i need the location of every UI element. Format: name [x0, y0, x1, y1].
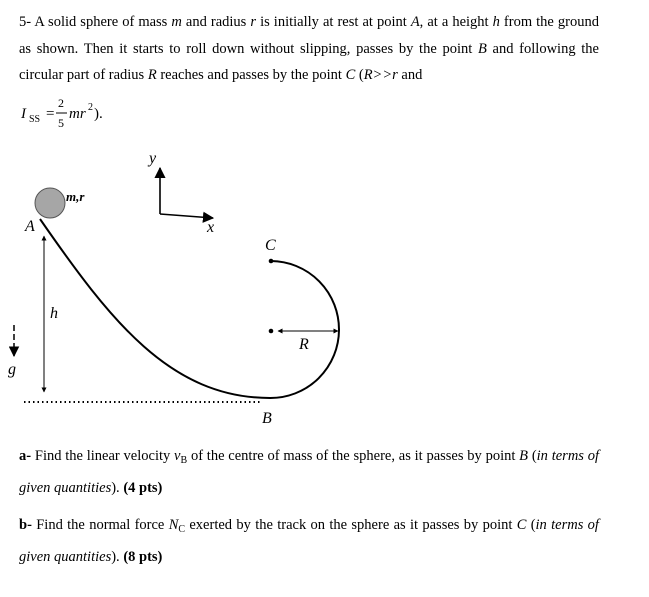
- formula-numerator: 2: [58, 96, 64, 110]
- formula-equals: =: [46, 106, 55, 122]
- radius-label: R: [299, 336, 309, 353]
- formula-tail: ).: [94, 106, 103, 122]
- point-c-dot: [269, 259, 274, 264]
- problem-number: 5-: [19, 14, 32, 30]
- question-b-label: b-: [19, 517, 32, 533]
- sphere-label: m,r: [66, 189, 85, 204]
- point-c-label: C: [265, 237, 276, 254]
- circle-center-dot: [269, 329, 274, 334]
- x-axis-label: x: [207, 219, 215, 236]
- question-b-points: (8 pts): [123, 548, 163, 565]
- inclined-track: [40, 219, 270, 398]
- formula-exponent: 2: [88, 102, 93, 113]
- x-axis-arrow: [160, 214, 213, 218]
- height-label: h: [50, 305, 58, 322]
- problem-statement: 5- A solid sphere of mass m and radius r is initially at rest at point A, at a height h from the ground as shown. Then it starts to roll down without slipping, passes by the point B and following the circular part of radius R reaches and passes by the point C (R>>r and: [19, 14, 599, 83]
- sphere: [35, 188, 65, 218]
- question-a: a- Find the linear velocity $v_B$ of the centre of mass of the sphere, as it passes by point B (in terms of given quantities). (4 pts): [19, 448, 600, 496]
- formula-denominator: 5: [58, 116, 64, 130]
- formula-rhs: mr: [69, 106, 86, 122]
- formula-lhs: I: [21, 106, 26, 122]
- point-b-label: B: [262, 410, 272, 427]
- question-b: b- Find the normal force $N_C$ exerted by the track on the sphere as it passes by point C (in terms of given quantities). (8 pts): [19, 517, 599, 565]
- point-a-label: A: [25, 218, 35, 235]
- formula-lhs-sub: SS: [29, 114, 41, 125]
- circular-track: [270, 261, 339, 398]
- question-a-label: a-: [19, 448, 32, 464]
- gravity-label: g: [8, 361, 16, 378]
- question-a-points: (4 pts): [123, 479, 163, 496]
- y-axis-label: y: [149, 150, 157, 167]
